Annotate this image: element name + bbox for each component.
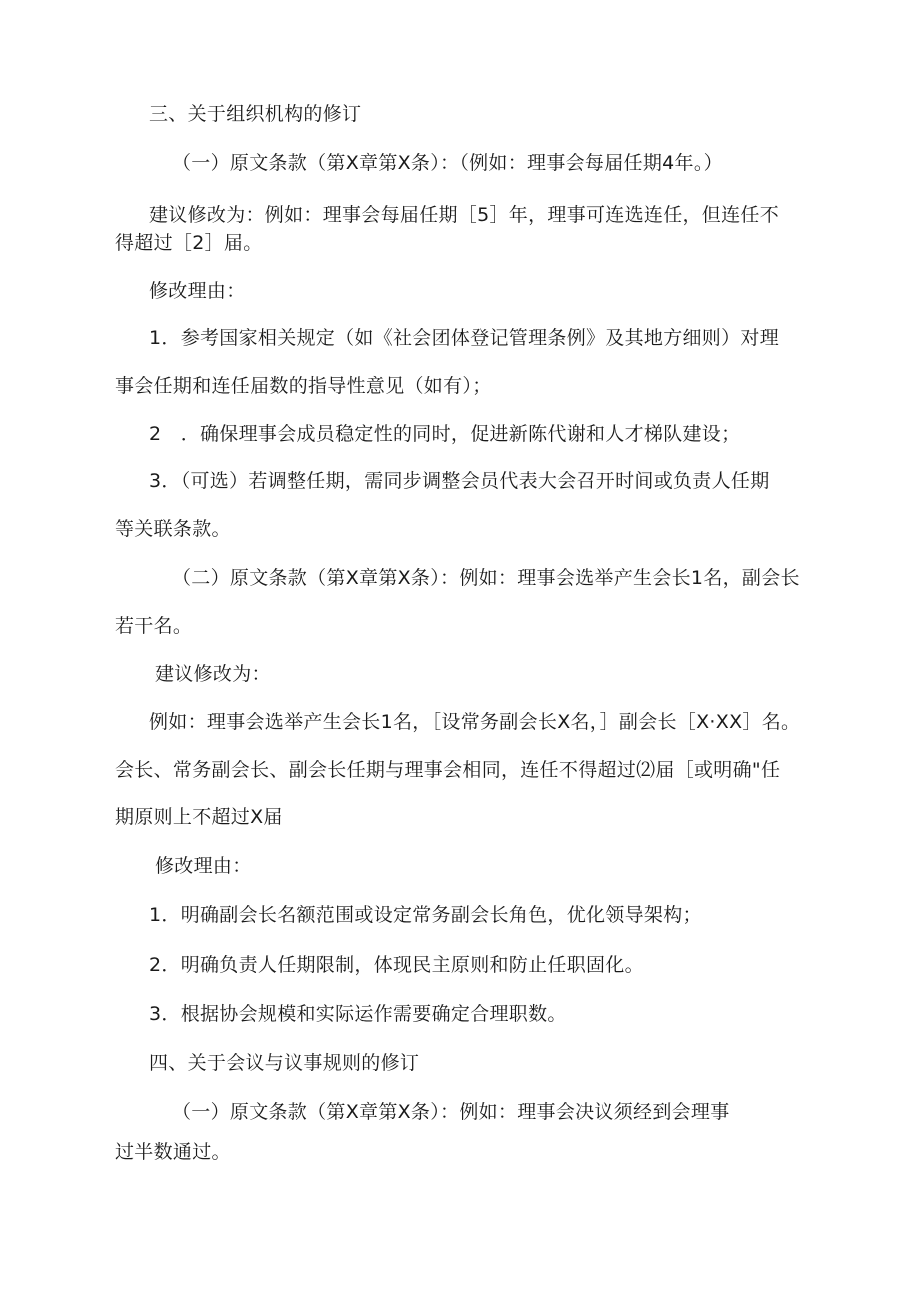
- suggestion-2-line-2: 会长、常务副会长、副会长任期与理事会相同，连任不得超过⑵届［或明确"任: [115, 759, 781, 781]
- reason-1-3-line-2: 等关联条款。: [115, 518, 231, 540]
- reason-2-1: 1．明确副会长名额范围或设定常务副会长角色，优化领导架构；: [149, 904, 702, 926]
- section-heading-3: 三、关于组织机构的修订: [149, 103, 362, 125]
- reason-1-2: 2 ．确保理事会成员稳定性的同时，促进新陈代谢和人才梯队建设；: [149, 423, 741, 445]
- reason-1-3-line-1: 3．（可选）若调整任期，需同步调整会员代表大会召开时间或负责人任期: [149, 470, 770, 492]
- original-clause-4-1-line-2: 过半数通过。: [115, 1141, 231, 1163]
- reason-2-3: 3．根据协会规模和实际运作需要确定合理职数。: [149, 1003, 567, 1025]
- suggestion-1-line-1: 建议修改为：例如：理事会每届任期［5］年，理事可连选连任，但连任不: [149, 204, 779, 226]
- reason-2-2: 2．明确负责人任期限制，体现民主原则和防止任职固化。: [149, 954, 644, 976]
- original-clause-1: （一）原文条款（第X章第X条）：（例如：理事会每届任期4年。）: [172, 152, 723, 174]
- original-clause-4-1-line-1: （一）原文条款（第X章第X条）：例如：理事会决议须经到会理事: [172, 1101, 730, 1123]
- reason-label-1: 修改理由：: [149, 280, 246, 302]
- suggestion-2-line-1: 例如：理事会选举产生会长1名，［设常务副会长X名，］副会长［X·XX］名。: [149, 711, 801, 733]
- reason-label-2: 修改理由：: [155, 855, 252, 877]
- reason-1-1-line-2: 事会任期和连任届数的指导性意见（如有）；: [115, 375, 492, 397]
- original-clause-2-line-2: 若干名。: [115, 615, 193, 637]
- original-clause-2-line-1: （二）原文条款（第X章第X条）：例如：理事会选举产生会长1名，副会长: [172, 567, 800, 589]
- reason-1-1-line-1: 1．参考国家相关规定（如《社会团体登记管理条例》及其地方细则）对理: [149, 327, 779, 349]
- suggestion-1-line-2: 得超过［2］届。: [115, 232, 263, 254]
- suggestion-2-line-3: 期原则上不超过X届: [115, 806, 283, 828]
- section-heading-4: 四、关于会议与议事规则的修订: [149, 1052, 420, 1074]
- suggestion-label-2: 建议修改为：: [155, 663, 271, 685]
